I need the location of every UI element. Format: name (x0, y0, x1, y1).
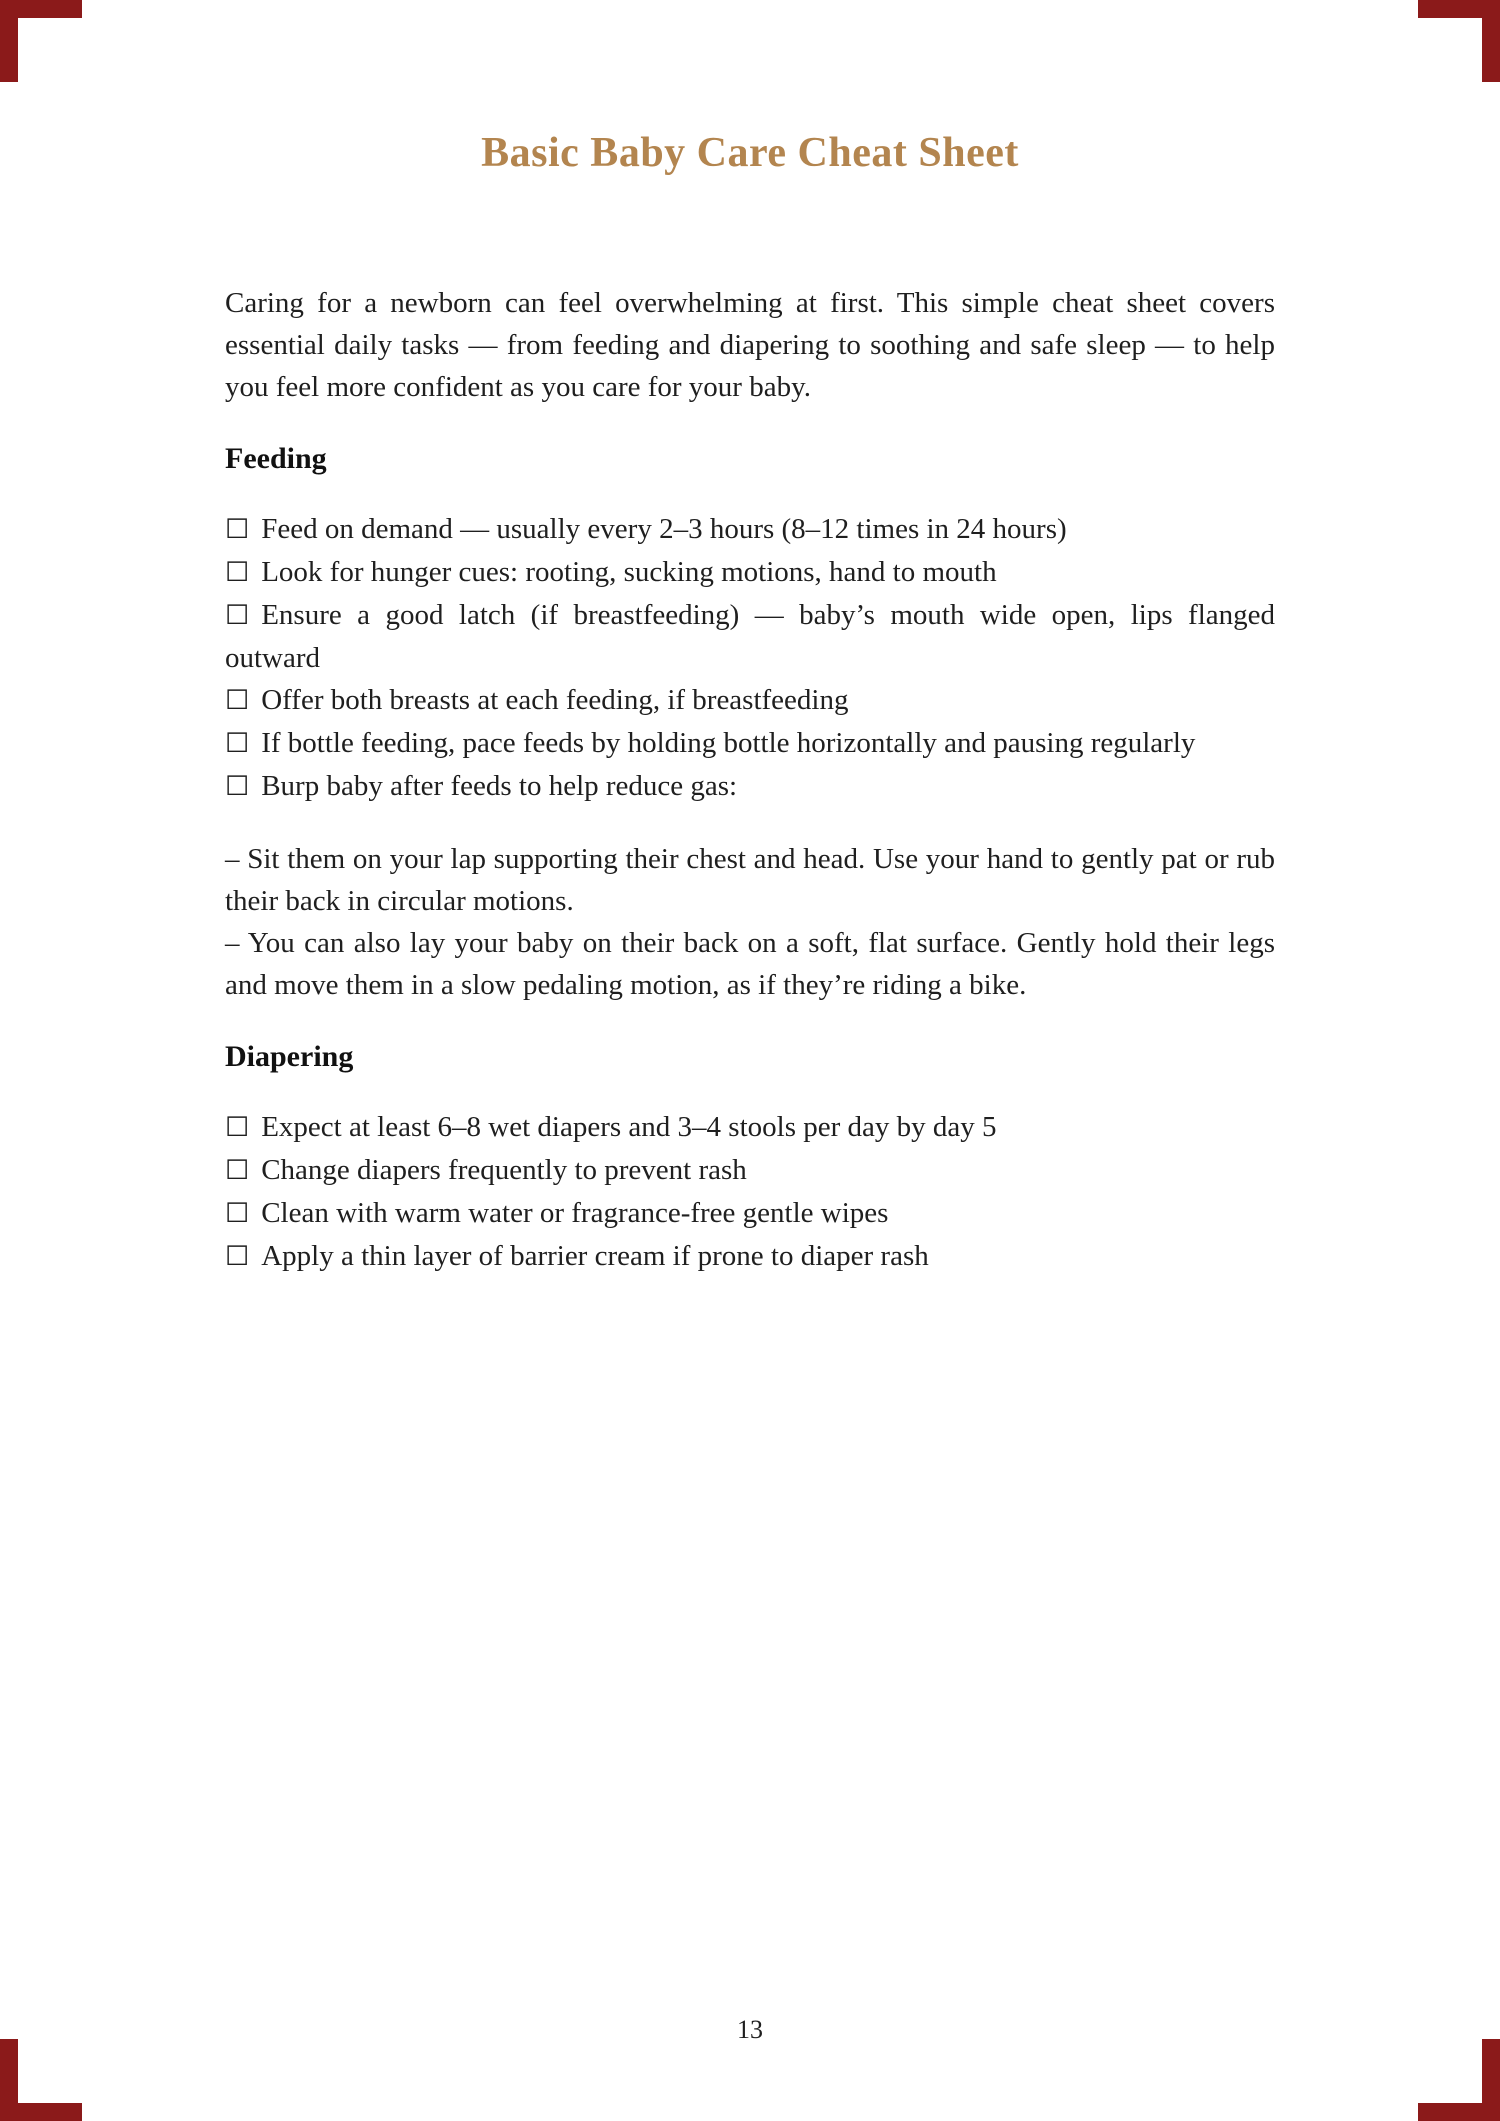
corner-mark-bottom-left (0, 2039, 82, 2121)
note-paragraph: – You can also lay your baby on their back on a soft, flat surface. Gently hold their legs and move them in a slow pedaling motion, as if they’re riding a bike. (225, 927, 1275, 1002)
checklist-item (225, 722, 1275, 765)
document-body (225, 282, 1275, 1278)
checklist-item-text: Apply a thin layer of barrier cream if prone to diaper rash (261, 1240, 929, 1273)
checklist-item-text: Offer both breasts at each feeding, if breastfeeding (261, 684, 849, 717)
corner-mark-top-left (0, 0, 82, 82)
checklist-item (225, 1192, 1275, 1235)
section-heading-feeding: Feeding (225, 442, 327, 476)
checklist-item-text: Change diapers frequently to prevent rash (261, 1154, 747, 1187)
checkbox-icon: ☐ (225, 728, 250, 760)
note-paragraph: – Sit them on your lap supporting their chest and head. Use your hand to gently pat or rub their back in circular motions. (225, 843, 1275, 918)
burping-notes (225, 838, 1275, 1006)
checkbox-icon: ☐ (225, 514, 250, 546)
checkbox-icon: ☐ (225, 557, 250, 589)
checklist-item-text: Ensure a good latch (if breastfeeding) — baby’s mouth wide open, lips flanged outward (225, 599, 1275, 675)
checklist-item-text: Burp baby after feeds to help reduce gas: (261, 770, 738, 803)
checklist-item-text: Feed on demand — usually every 2–3 hours (8–12 times in 24 hours) (261, 513, 1067, 546)
checklist-item-text: Clean with warm water or fragrance-free gentle wipes (261, 1197, 889, 1230)
checklist-item (225, 1149, 1275, 1192)
diapering-checklist (225, 1106, 1275, 1278)
section-heading-diapering: Diapering (225, 1040, 354, 1074)
checkbox-icon: ☐ (225, 1241, 250, 1273)
checkbox-icon: ☐ (225, 685, 250, 717)
page-number: 13 (737, 2015, 763, 2044)
feeding-checklist (225, 508, 1275, 808)
checklist-item-text: Look for hunger cues: rooting, sucking motions, hand to mouth (261, 556, 997, 589)
corner-mark-top-right (1418, 0, 1500, 82)
checklist-item-text: Expect at least 6–8 wet diapers and 3–4 stools per day by day 5 (261, 1111, 997, 1144)
checklist-item (225, 679, 1275, 722)
checklist-item (225, 551, 1275, 594)
intro-paragraph: Caring for a newborn can feel overwhelming at first. This simple cheat sheet covers essential daily tasks — from feeding and diapering to soothing and safe sleep — to help you feel more confident as you care for your baby. (225, 287, 1275, 404)
checklist-item-text: If bottle feeding, pace feeds by holding bottle horizontally and pausing regularly (261, 727, 1196, 760)
checklist-item (225, 1106, 1275, 1149)
checklist-item (225, 594, 1275, 679)
page-title: Basic Baby Care Cheat Sheet (481, 130, 1019, 176)
checklist-item (225, 508, 1275, 551)
checkbox-icon: ☐ (225, 1112, 250, 1144)
checklist-item (225, 1235, 1275, 1278)
checkbox-icon: ☐ (225, 771, 250, 803)
checkbox-icon: ☐ (225, 1155, 250, 1187)
checklist-item (225, 765, 1275, 808)
checkbox-icon: ☐ (225, 600, 250, 632)
checkbox-icon: ☐ (225, 1198, 250, 1230)
corner-mark-bottom-right (1418, 2039, 1500, 2121)
